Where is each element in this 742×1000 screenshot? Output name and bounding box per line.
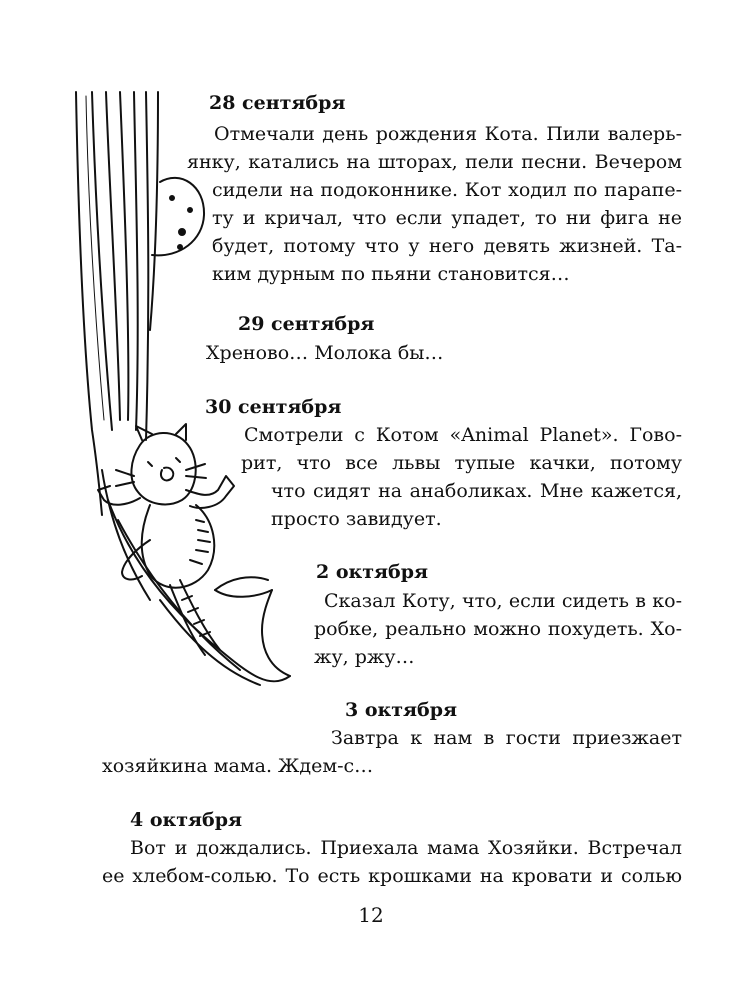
entry-date: 3 октября xyxy=(345,699,458,721)
entry-text-line: будет, потому что у него девять жизней. Та- xyxy=(212,235,682,257)
entry-text-line: Вот и дождались. Приехала мама Хозяйки. Встречал xyxy=(130,837,682,859)
entry-text-line: ее хлебом-солью. То есть крошками на кровати и солью xyxy=(102,865,682,887)
cat-icon xyxy=(98,424,234,655)
entry-text-line: ким дурным по пьяни становится… xyxy=(212,263,570,285)
entry-date: 2 октября xyxy=(316,561,429,583)
entry-text-line: ту и кричал, что если упадет, то ни фига не xyxy=(212,207,682,229)
entry-text-line: Хреново… Молока бы… xyxy=(206,342,444,364)
entry-text-line: Сказал Коту, что, если сидеть в ко- xyxy=(324,590,682,612)
page-number: 12 xyxy=(358,903,384,927)
entry-text-line: сидели на подоконнике. Кот ходил по парапе- xyxy=(212,179,682,201)
entry-text-line: Отмечали день рождения Кота. Пили валерь- xyxy=(214,123,682,145)
entry-date: 29 сентября xyxy=(238,313,375,335)
entry-text-line: Смотрели с Котом «Animal Planet». Гово- xyxy=(244,424,682,446)
entry-text-line: хозяйкина мама. Ждем-с… xyxy=(102,755,374,777)
entry-text-line: просто завидует. xyxy=(271,508,442,530)
entry-text-line: жу, ржу… xyxy=(314,646,415,668)
entry-text-line: что сидят на анаболиках. Мне кажется, xyxy=(271,480,682,502)
entry-date: 4 октября xyxy=(130,809,243,831)
entry-text-line: Завтра к нам в гости приезжает xyxy=(331,727,682,749)
entry-text-line: рит, что все львы тупые качки, потому xyxy=(241,452,682,474)
entry-text-line: янку, катались на шторах, пели песни. Вечером xyxy=(187,151,682,173)
entry-date: 28 сентября xyxy=(209,92,346,114)
entry-text-line: робке, реально можно похудеть. Хо- xyxy=(314,618,682,640)
entry-date: 30 сентября xyxy=(205,396,342,418)
moon-icon xyxy=(152,178,204,255)
